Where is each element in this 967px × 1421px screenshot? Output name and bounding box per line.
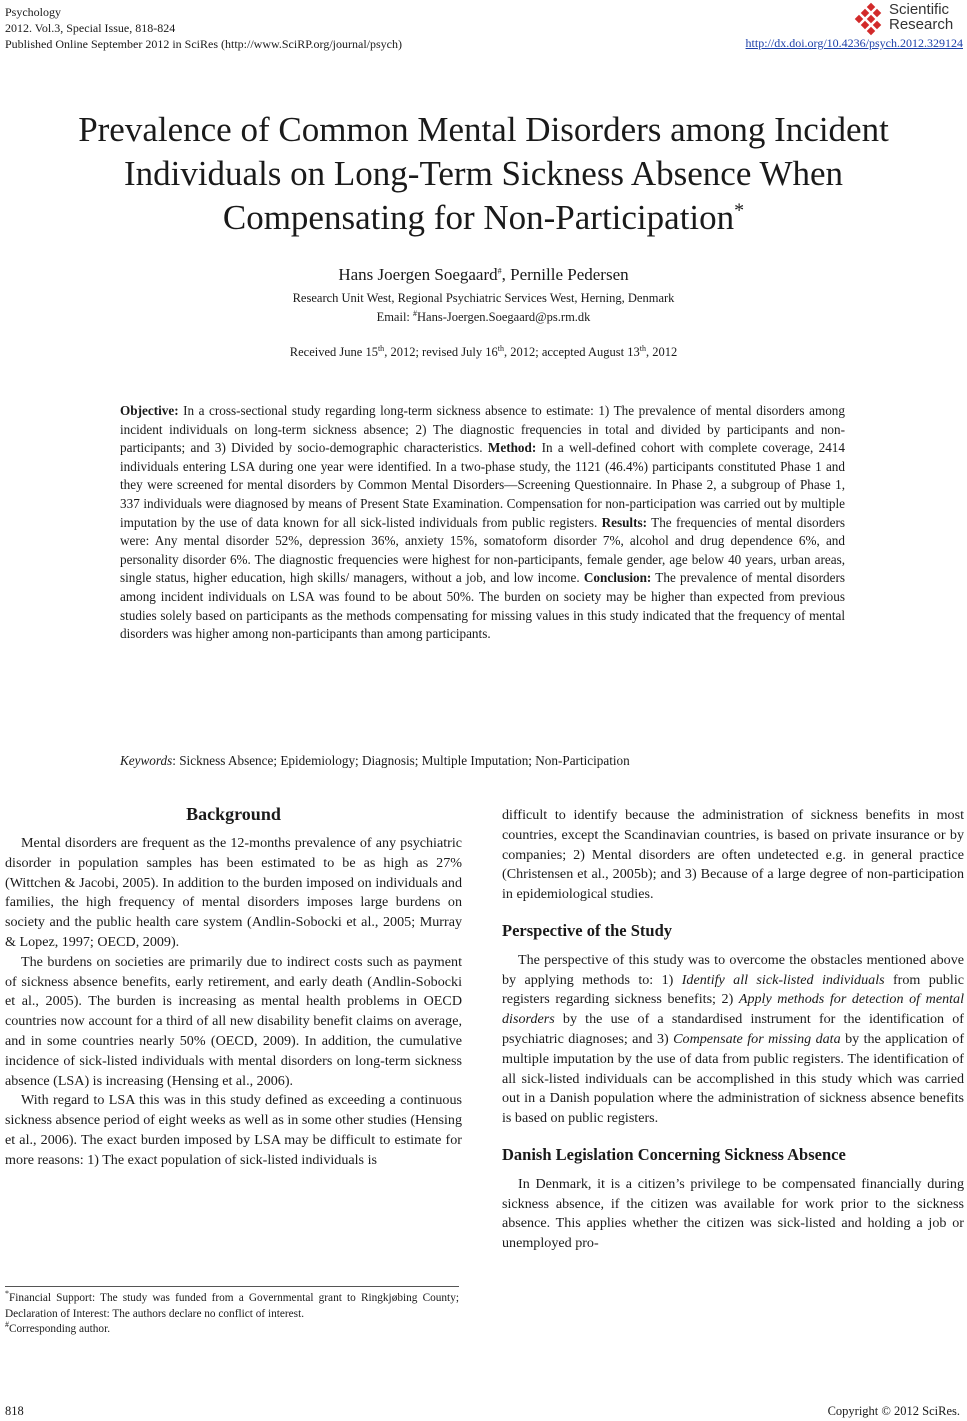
copyright: Copyright © 2012 SciRes. [827,1404,960,1418]
perspective-text-d: by the application of multiple imputation by the use of data from public registers. The identification of all sick-listed individuals can be accomplished in this study which was carried out in a Danish population where the administration of sickness absence benefits is based on public registers. [502,1030,965,1127]
abstract [120,402,845,644]
conclusion-text: The prevalence of mental disorders among incident individuals on LSA was found to be about 50%. The burden on society may be higher than expected from previous studies solely based on participants as the methods compensating for missing values in this study indicated that the frequency of mental disorders was higher among non-participants than among participants. [120,570,845,642]
objective-text: In a cross-sectional study regarding long-term sickness absence to estimate: 1) The prevalence of mental disorders among incident individuals on long-term sickness absence; 2) The diagnostic frequencies in total and divided by participants and non-participants; and 3) Divided by socio-demographic characteristics. [120,403,845,456]
conclusion-label: Conclusion: [583,570,652,586]
author-2: , Pernille Pedersen [501,265,629,284]
perspective-heading: Perspective of the Study [502,920,673,940]
footnote-divider [5,1286,459,1287]
keywords-label: Keywords [120,753,173,768]
email-mark: # [413,308,418,318]
scientific-research-logo [853,2,963,38]
title-line-3: Compensating for Non-Participation [222,198,735,237]
footnote-2-mark: # [5,1320,9,1330]
footnote-2: Corresponding author. [9,1323,111,1336]
background-paragraph-1: Mental disorders are frequent as the 12-months prevalence of any psychiatric disorder in population samples has been estimated to be as high as 27% (Wittchen & Jacobi, 2005). In addition to the burden imposed on individuals and families, the high frequency of mental disorders imposes large burdens on society and the public health care system (Andlin-Sobocki et al., 2005; Murray & Lopez, 1997; OECD, 2009). [5,835,462,950]
footnotes [5,1291,459,1338]
page-number: 818 [5,1404,24,1418]
results-text: The frequencies of mental disorders were: Any mental disorder 52%, depression 36%, anxiety 15%, somatoform disorder 7%, alcohol and drug dependence 6%, and personality disorder 6%. The diagnostic frequencies were highest for non-participants, female gender, age below 40 years, urban areas, single status, higher education, high skills/ managers, without a job, and low income. [120,514,845,586]
received-date: Received June 15 [289,345,378,359]
perspective-emphasis-2: Apply methods for detection of mental disorders [502,991,964,1028]
journal-volume: 2012. Vol.3, Special Issue, 818-824 [5,21,176,35]
paper-title [40,108,927,240]
revised-sup: th [497,343,504,353]
legislation-heading: Danish Legislation Concerning Sickness Absence [502,1144,846,1164]
title-footnote-mark: * [734,199,745,222]
author-1-mark: # [497,266,502,276]
continued-paragraph: difficult to identify because the administration of sickness benefits in most countries, except the Scandinavian countries, is based on private insurance or by companies; 2) Mental disorders are often undetected e.g. in general practice (Christensen et al., 2005b); and 3) Because of a large degree of non-participation in epidemiological studies. [502,807,964,903]
background-paragraph-3: With regard to LSA this was in this study defined as exceeding a continuous sickness absence period of eight weeks as well as in some other studies (Hensing et al., 2006). The exact burden imposed by LSA may be difficult to estimate for more reasons: 1) The exact population of sick-listed individuals is [5,1092,462,1168]
received-sup: th [377,343,385,353]
right-column [502,806,964,1254]
perspective-text-b: from public registers regarding sickness benefits; 2) [502,971,964,1008]
email-label: Email: [376,310,414,324]
email-address[interactable]: Hans-Joergen.Soegaard@ps.rm.dk [417,310,591,324]
perspective-text-a: The perspective of this study was to overcome the obstacles mentioned above by applying methods to: 1) [502,951,964,988]
perspective-emphasis-3: Compensate for missing data [673,1030,841,1047]
footnote-1-mark: * [5,1289,9,1299]
perspective-paragraph [502,951,964,1129]
background-heading: Background [186,804,281,824]
journal-header [5,4,402,52]
logo-line-2: Research [889,16,954,33]
publication-info: Published Online September 2012 in SciRes (http://www.SciRP.org/journal/psych) [5,37,402,51]
title-line-2: Individuals on Long-Term Sickness Absence When [123,154,844,193]
footnote-1: Financial Support: The study was funded from a Governmental grant to Ringkjøbing County; Declaration of Interest: The authors declare no conflict of interest. [5,1292,459,1320]
legislation-paragraph: In Denmark, it is a citizen’s privilege to be compensated financially during sickness absence, if the citizen was available for work prior to the sickness absence. This applies whether the citizen was sick-listed and holding a job or unemployed pro- [502,1175,964,1252]
results-label: Results: [601,514,648,530]
keywords-text: : Sickness Absence; Epidemiology; Diagnosis; Multiple Imputation; Non-Participation [172,753,630,768]
method-text: In a well-defined cohort with complete coverage, 2414 individuals entering LSA during one year were identified. In a two-phase study, the 1121 (46.4%) participants constituted Phase 1 and they were screened for mental disorders by Common Mental Disorders—Screening Questionnaire. In Phase 2, a subgroup of Phase 1, 337 individuals were diagnosed by means of Present State Examination. Compensation for non-participation was carried out by multiple imputation by the use of data known for all sick-listed individuals from public registers. [120,440,845,530]
doi-link[interactable]: http://dx.doi.org/10.4236/psych.2012.329124 [745,36,963,50]
dates-tail: , 2012 [645,345,678,359]
received-dates [0,345,967,360]
objective-label: Objective: [120,403,179,418]
logo-diamond-icon [853,2,889,38]
accepted-sup: th [639,343,646,353]
affiliation: Research Unit West, Regional Psychiatric Services West, Herning, Denmark [292,291,675,305]
perspective-emphasis-1: Identify all sick-listed individuals [681,971,885,988]
accepted-date: , 2012; accepted August 13 [503,345,640,359]
email-line [0,310,967,325]
background-paragraph-2: The burdens on societies are primarily due to indirect costs such as payment of sickness absence benefits, early retirement, and early death (Andlin-Sobocki et al., 2005). The burden is increasing as mental health problems in OECD countries now account for a third of all new disability benefit claims on average, and in some countries nearly 50% (OECD, 2009). In addition, the cumulative incidence of sick-listed individuals with mental disorders on long-term sickness absence (LSA) is increasing (Hensing et al., 2006). [5,953,462,1089]
journal-name: Psychology [5,5,62,19]
perspective-text-c: by the use of a standardised instrument for the identification of psychiatric diagnoses; and 3) [502,1011,964,1047]
revised-date: , 2012; revised July 16 [384,345,498,359]
author-list [0,265,967,285]
keywords [120,752,845,770]
author-1: Hans Joergen Soegaard [338,265,498,284]
left-column [5,834,462,1171]
logo-line-1: Scientific [889,1,950,18]
title-line-1: Prevalence of Common Mental Disorders among Incident [78,110,889,149]
method-label: Method: [487,440,537,456]
